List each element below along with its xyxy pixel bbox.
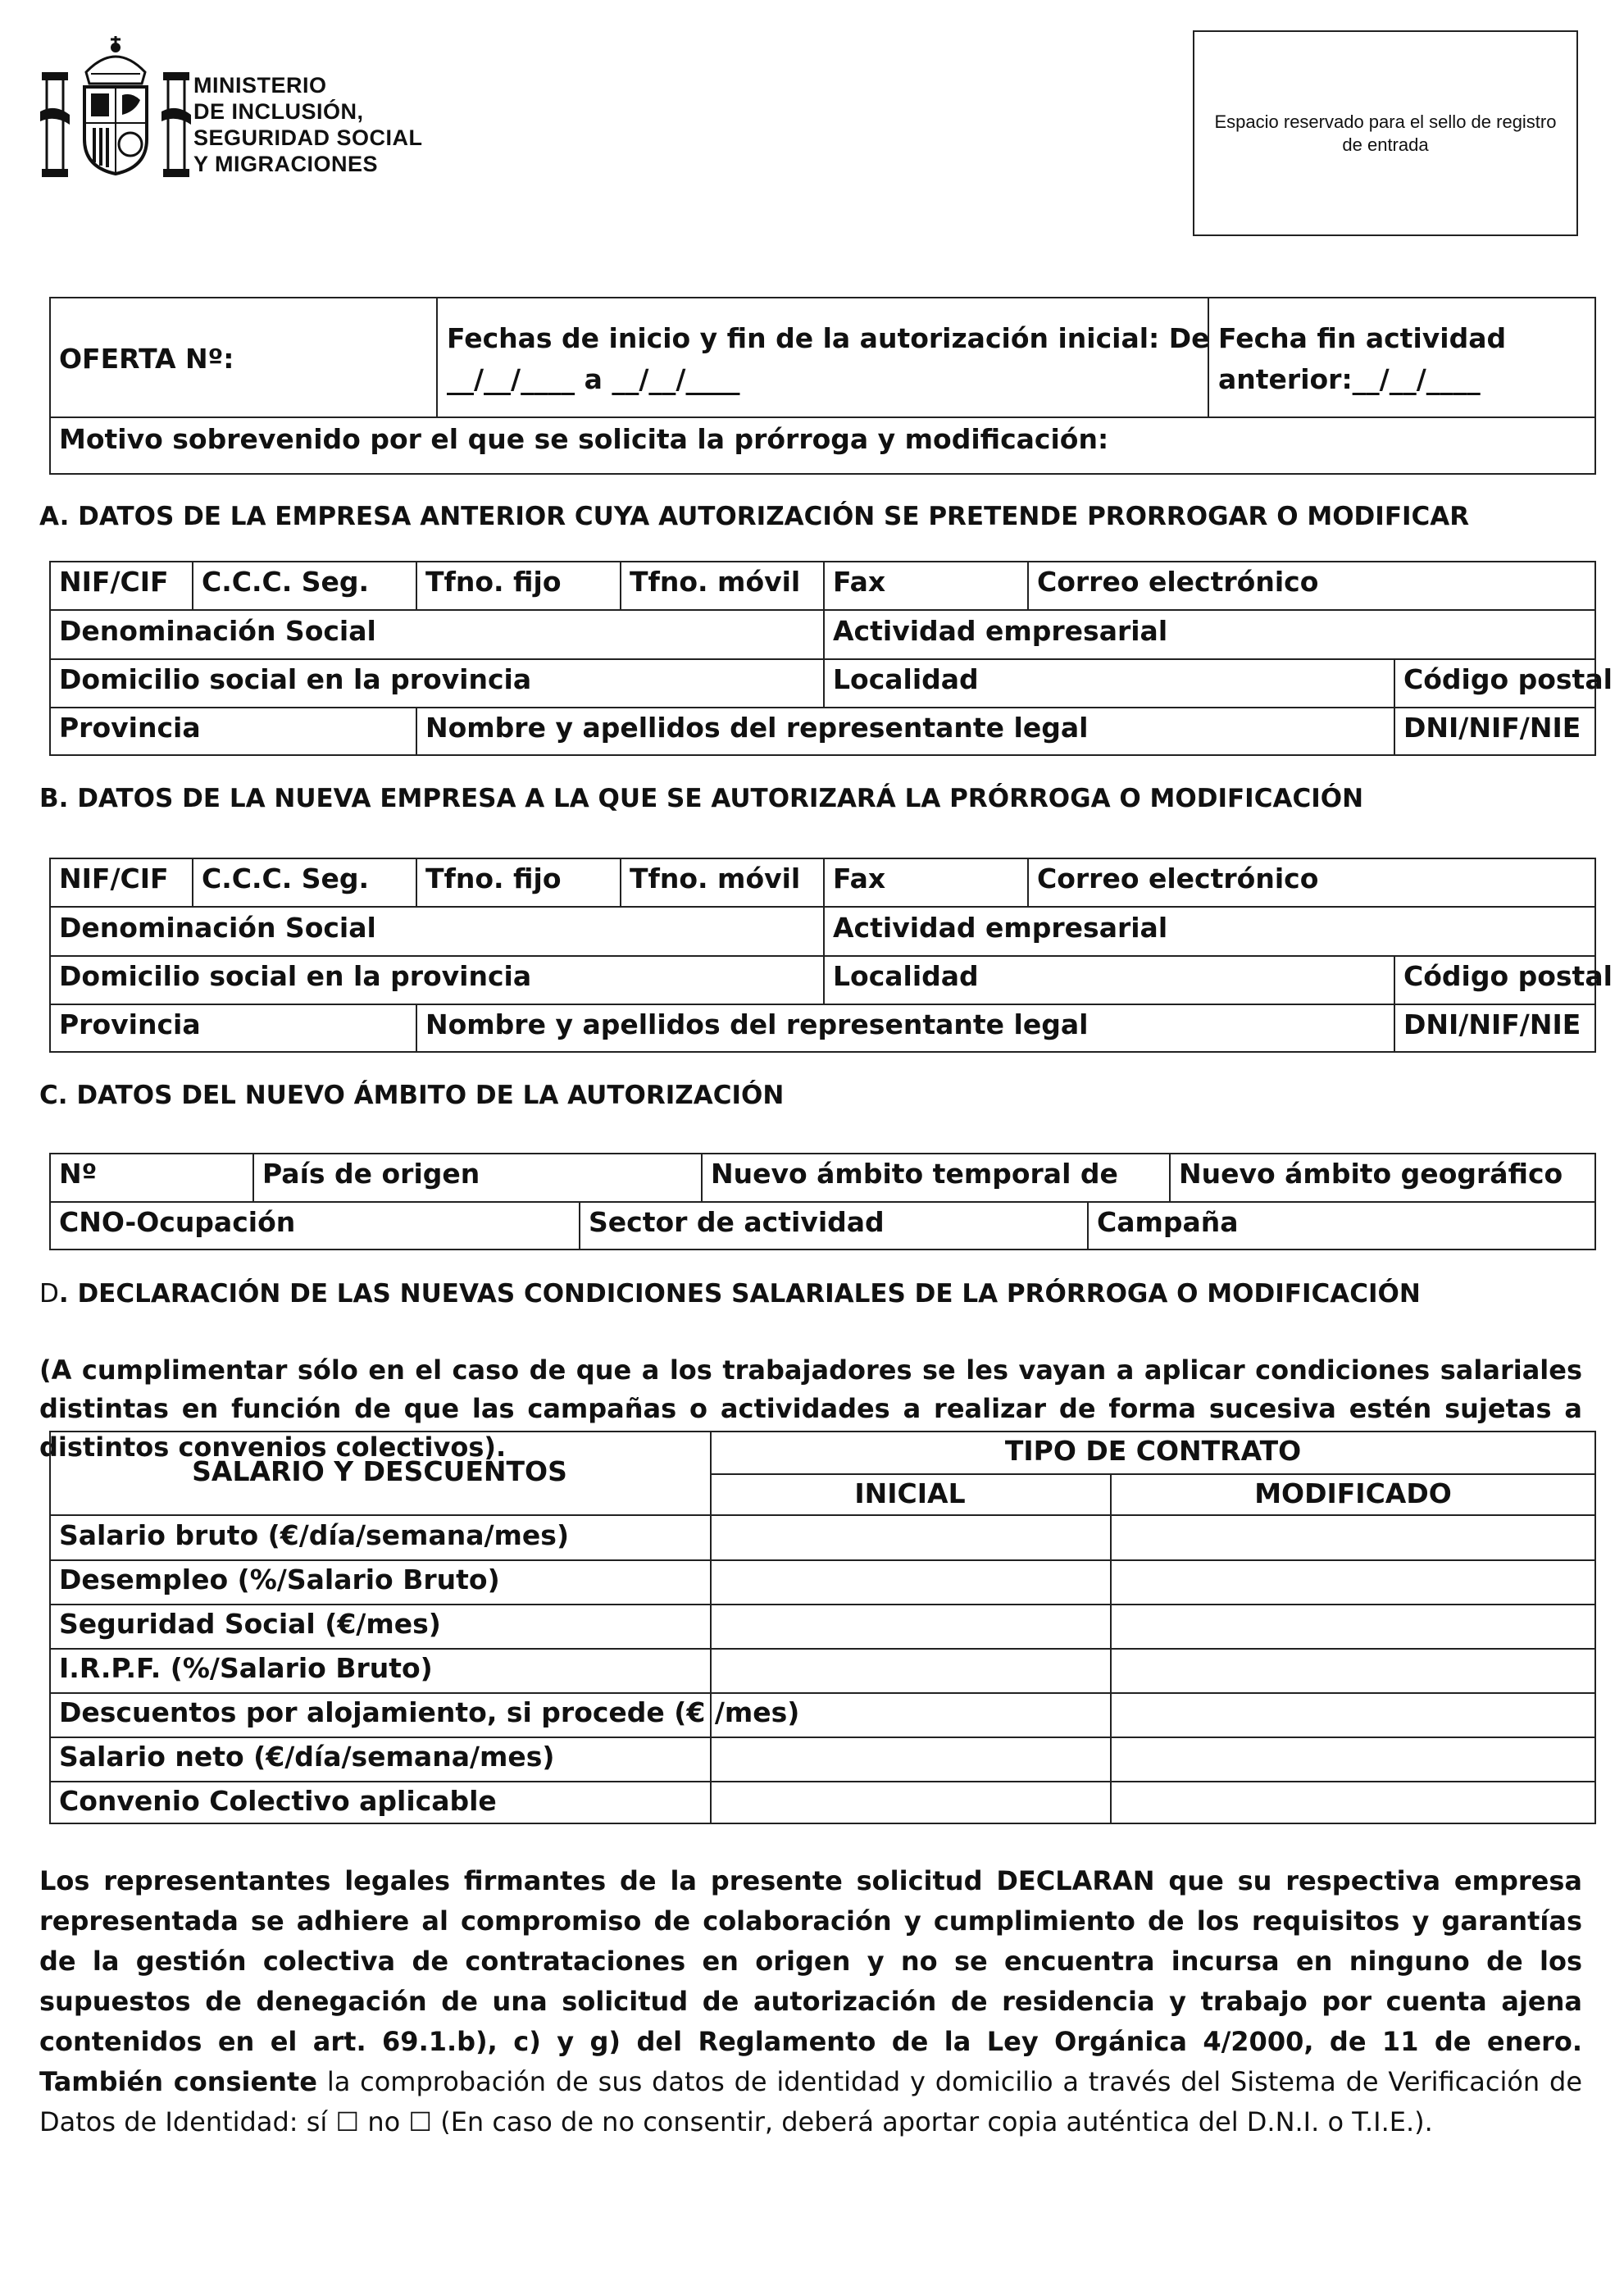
section-d-title <box>39 1279 1421 1309</box>
dni-field[interactable]: DNI/NIF/NIE <box>1403 1008 1581 1040</box>
tfno-fijo-field[interactable]: Tfno. fijo <box>425 863 562 894</box>
ministry-line: Y MIGRACIONES <box>193 152 379 176</box>
tfno-fijo-field[interactable]: Tfno. fijo <box>425 566 562 598</box>
ccc-field[interactable]: C.C.C. Seg. <box>202 566 370 598</box>
ministry-line: SEGURIDAD SOCIAL <box>193 125 423 150</box>
salary-row-label: Seguridad Social (€/mes) <box>59 1608 441 1640</box>
section-d-note: (A cumplimentar sólo en el caso de que a los trabajadores se les vayan a aplicar condiciones salariales distintas en función de que las campañas o actividades a realizar de forma sucesiva estén sujetas a distintos convenios colectivos). <box>39 1354 1582 1463</box>
geografico-field[interactable]: Nuevo ámbito geográfico <box>1179 1158 1563 1190</box>
correo-field[interactable]: Correo electrónico <box>1037 566 1319 598</box>
domicilio-field[interactable]: Domicilio social en la provincia <box>59 960 532 992</box>
localidad-field[interactable]: Localidad <box>833 960 979 992</box>
salary-row-label: Salario neto (€/día/semana/mes) <box>59 1741 555 1773</box>
correo-field[interactable]: Correo electrónico <box>1037 863 1319 894</box>
section-c-title: C. DATOS DEL NUEVO ÁMBITO DE LA AUTORIZACIÓN <box>39 1081 785 1110</box>
codigo-postal-field[interactable]: Código postal <box>1403 960 1613 992</box>
salary-row-label: I.R.P.F. (%/Salario Bruto) <box>59 1652 433 1684</box>
section-b-title: B. DATOS DE LA NUEVA EMPRESA A LA QUE SE AUTORIZARÁ LA PRÓRROGA O MODIFICACIÓN <box>39 784 1364 813</box>
ministry-line: DE INCLUSIÓN, <box>193 99 364 124</box>
declaration-consent[interactable]: la comprobación de sus datos de identidad y domicilio a través del Sistema de Verificación de Datos de Identidad: sí ☐ no ☐ (En caso de no consentir, deberá aportar copia auténtica del D.N.I. o T.I.E.). <box>39 2066 1583 2137</box>
fecha-fin-field[interactable]: anterior:__/__/____ <box>1218 363 1481 395</box>
fax-field[interactable]: Fax <box>833 566 886 598</box>
declaration-text <box>39 1861 1582 2142</box>
salary-row-label: Descuentos por alojamiento, si procede (€ /mes) <box>59 1696 800 1728</box>
nif-field[interactable]: NIF/CIF <box>59 566 169 598</box>
actividad-field[interactable]: Actividad empresarial <box>833 615 1168 647</box>
representante-field[interactable]: Nombre y apellidos del representante legal <box>425 1008 1089 1040</box>
temporal-field[interactable]: Nuevo ámbito temporal de <box>711 1158 1118 1190</box>
coat-of-arms-logo <box>37 33 194 180</box>
ccc-field[interactable]: C.C.C. Seg. <box>202 863 370 894</box>
num-field[interactable]: Nº <box>59 1158 98 1190</box>
fechas-label: Fechas de inicio y fin de la autorización inicial: De <box>447 322 1210 354</box>
salary-col-header: SALARIO Y DESCUENTOS <box>192 1455 567 1487</box>
fechas-field[interactable]: __/__/____ a __/__/____ <box>447 363 740 395</box>
representante-field[interactable]: Nombre y apellidos del representante legal <box>425 712 1089 744</box>
oferta-field[interactable]: OFERTA Nº: <box>59 343 234 375</box>
fax-field[interactable]: Fax <box>833 863 886 894</box>
section-d-letter: D <box>39 1279 59 1309</box>
denominacion-field[interactable]: Denominación Social <box>59 615 376 647</box>
section-a-title: A. DATOS DE LA EMPRESA ANTERIOR CUYA AUTORIZACIÓN SE PRETENDE PRORROGAR O MODIFICAR <box>39 502 1470 531</box>
sector-field[interactable]: Sector de actividad <box>589 1206 885 1238</box>
codigo-postal-field[interactable]: Código postal <box>1403 663 1613 695</box>
denominacion-field[interactable]: Denominación Social <box>59 912 376 944</box>
dni-field[interactable]: DNI/NIF/NIE <box>1403 712 1581 744</box>
fecha-fin-label: Fecha fin actividad <box>1218 322 1507 354</box>
cno-field[interactable]: CNO-Ocupación <box>59 1206 296 1238</box>
stamp-text: Espacio reservado para el sello de registro de entrada <box>1214 111 1557 155</box>
salary-row-label: Convenio Colectivo aplicable <box>59 1785 497 1817</box>
pais-field[interactable]: País de origen <box>262 1158 480 1190</box>
salary-row-label: Salario bruto (€/día/semana/mes) <box>59 1519 570 1551</box>
modificado-header: MODIFICADO <box>1254 1477 1452 1509</box>
declaration-bold: Los representantes legales firmantes de la presente solicitud DECLARAN que su respectiva empresa representada se adhiere al compromiso de colaboración y cumplimiento de los requisitos y garantías de la gestión colectiva de contrataciones en origen y no se encuentra incursa en ninguno de los supuestos de denegación de una solicitud de autorización de residencia y trabajo por cuenta ajena contenidos en el art. 69.1.b), c) y g) del Reglamento de la Ley Orgánica 4/2000, de 11 de enero. También consiente <box>39 1865 1582 2097</box>
section-d-title-text: . DECLARACIÓN DE LAS NUEVAS CONDICIONES SALARIALES DE LA PRÓRROGA O MODIFICACIÓN <box>58 1279 1421 1309</box>
inicial-header: INICIAL <box>854 1477 966 1509</box>
ministry-name <box>193 72 423 177</box>
campana-field[interactable]: Campaña <box>1097 1206 1239 1238</box>
domicilio-field[interactable]: Domicilio social en la provincia <box>59 663 532 695</box>
motivo-field[interactable]: Motivo sobrevenido por el que se solicita la prórroga y modificación: <box>59 423 1109 455</box>
tfno-movil-field[interactable]: Tfno. móvil <box>630 566 801 598</box>
nif-field[interactable]: NIF/CIF <box>59 863 169 894</box>
ministry-line: MINISTERIO <box>193 73 327 98</box>
provincia-field[interactable]: Provincia <box>59 1008 201 1040</box>
tipo-contrato-header: TIPO DE CONTRATO <box>1004 1435 1302 1467</box>
localidad-field[interactable]: Localidad <box>833 663 979 695</box>
salary-row-label: Desempleo (%/Salario Bruto) <box>59 1564 500 1595</box>
provincia-field[interactable]: Provincia <box>59 712 201 744</box>
actividad-field[interactable]: Actividad empresarial <box>833 912 1168 944</box>
tfno-movil-field[interactable]: Tfno. móvil <box>630 863 801 894</box>
registry-stamp-box <box>1193 30 1578 236</box>
